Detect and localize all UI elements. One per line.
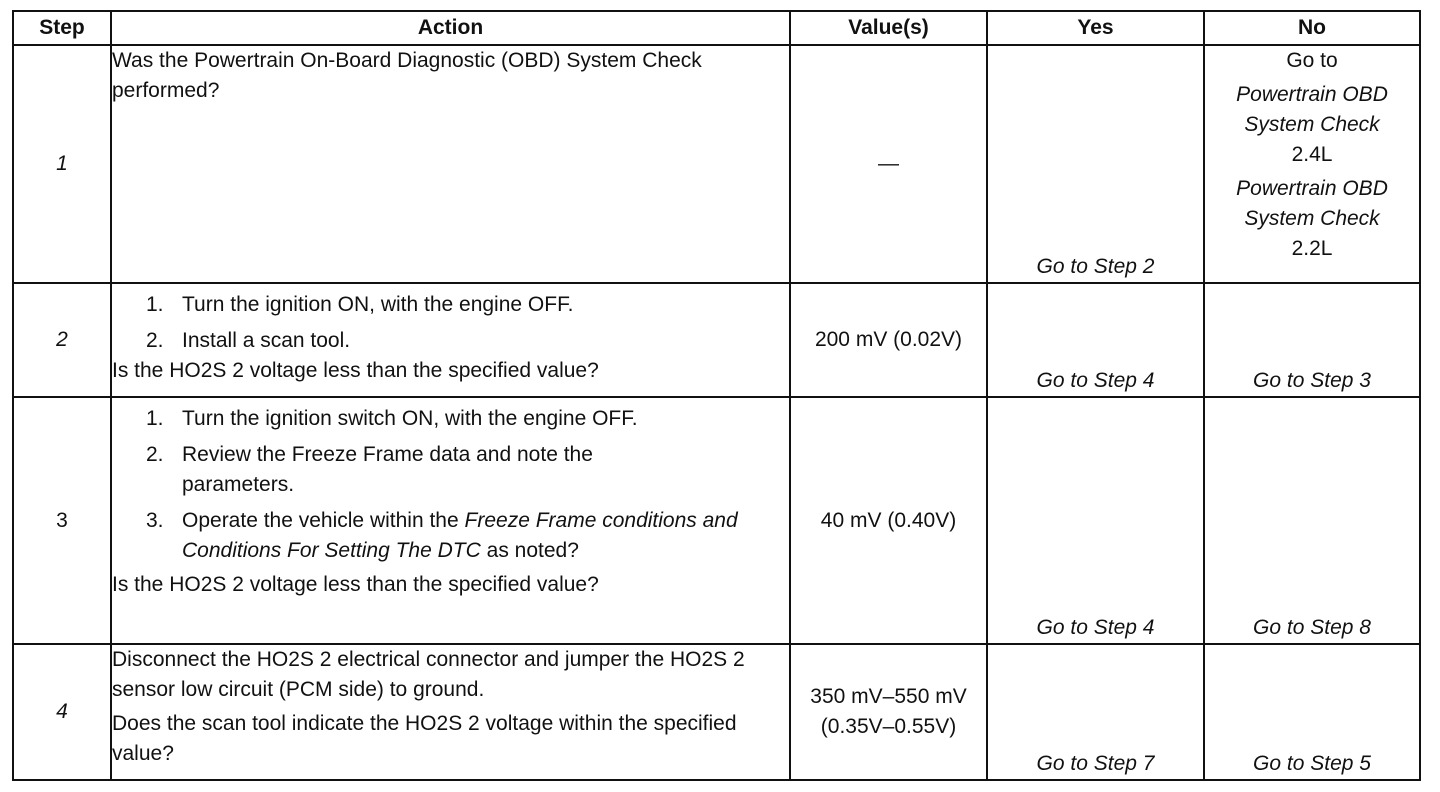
table-row [13, 283, 1420, 397]
header-action: Action [111, 11, 790, 45]
no-link[interactable]: Go to Step 8 [1204, 397, 1420, 644]
table-row [13, 644, 1420, 780]
action-steps [112, 404, 789, 566]
no-engine-24: 2.4L [1291, 143, 1333, 166]
yes-link[interactable]: Go to Step 4 [987, 397, 1204, 644]
no-link[interactable]: Go to Step 5 [1204, 644, 1420, 780]
step-number: 3 [13, 397, 111, 644]
value-cell: — [790, 45, 987, 283]
action-step-item: 1. Turn the ignition switch ON, with the engine OFF. [146, 407, 638, 430]
no-lead-text: Go to [1286, 49, 1338, 72]
action-step-item: 2. Install a scan tool. [146, 329, 351, 352]
yes-link[interactable]: Go to Step 2 [987, 45, 1204, 283]
no-link[interactable]: Go to Step 3 [1204, 283, 1420, 397]
action-cell [111, 397, 790, 644]
table-row [13, 45, 1420, 283]
action-question: Was the Powertrain On-Board Diagnostic (OBD) System Check performed? [112, 49, 702, 102]
action-question: Is the HO2S 2 voltage less than the specified value? [112, 359, 599, 382]
value-cell: 40 mV (0.40V) [790, 397, 987, 644]
action-steps [112, 290, 789, 356]
value-range-mv: 350 mV–550 mV [810, 685, 967, 708]
yes-link[interactable]: Go to Step 4 [987, 283, 1204, 397]
yes-link[interactable]: Go to Step 7 [987, 644, 1204, 780]
value-cell [790, 644, 987, 780]
header-step: Step [13, 11, 111, 45]
no-engine-22: 2.2L [1291, 237, 1333, 260]
action-cell [111, 283, 790, 397]
header-values: Value(s) [790, 11, 987, 45]
header-row [13, 11, 1420, 45]
value-range-v: (0.35V–0.55V) [820, 715, 957, 738]
no-link-obd-check-22[interactable]: Powertrain OBD System Check [1236, 177, 1388, 230]
action-question: Is the HO2S 2 voltage less than the specified value? [112, 573, 599, 596]
action-question: Does the scan tool indicate the HO2S 2 voltage within the specified value? [112, 712, 737, 765]
value-cell: 200 mV (0.02V) [790, 283, 987, 397]
no-link-obd-check-24[interactable]: Powertrain OBD System Check [1236, 83, 1388, 136]
diagnostic-table [12, 10, 1421, 781]
freeze-frame-link[interactable]: Freeze Frame conditions and Conditions For Setting The DTC [182, 509, 738, 562]
action-cell [111, 45, 790, 283]
no-cell [1204, 45, 1420, 283]
step-number: 2 [13, 283, 111, 397]
header-no: No [1204, 11, 1420, 45]
action-step-item: 2. Review the Freeze Frame data and note the parameters. [146, 443, 593, 496]
step-number: 4 [13, 644, 111, 780]
header-yes: Yes [987, 11, 1204, 45]
table-row [13, 397, 1420, 644]
action-cell [111, 644, 790, 780]
step-number: 1 [13, 45, 111, 283]
action-step-item: 3. Operate the vehicle within the Freeze Frame conditions and Conditions For Setting The DTC as noted? [146, 509, 738, 562]
action-step-item: 1. Turn the ignition ON, with the engine OFF. [146, 293, 574, 316]
action-instruction: Disconnect the HO2S 2 electrical connector and jumper the HO2S 2 sensor low circuit (PCM side) to ground. [112, 648, 745, 701]
